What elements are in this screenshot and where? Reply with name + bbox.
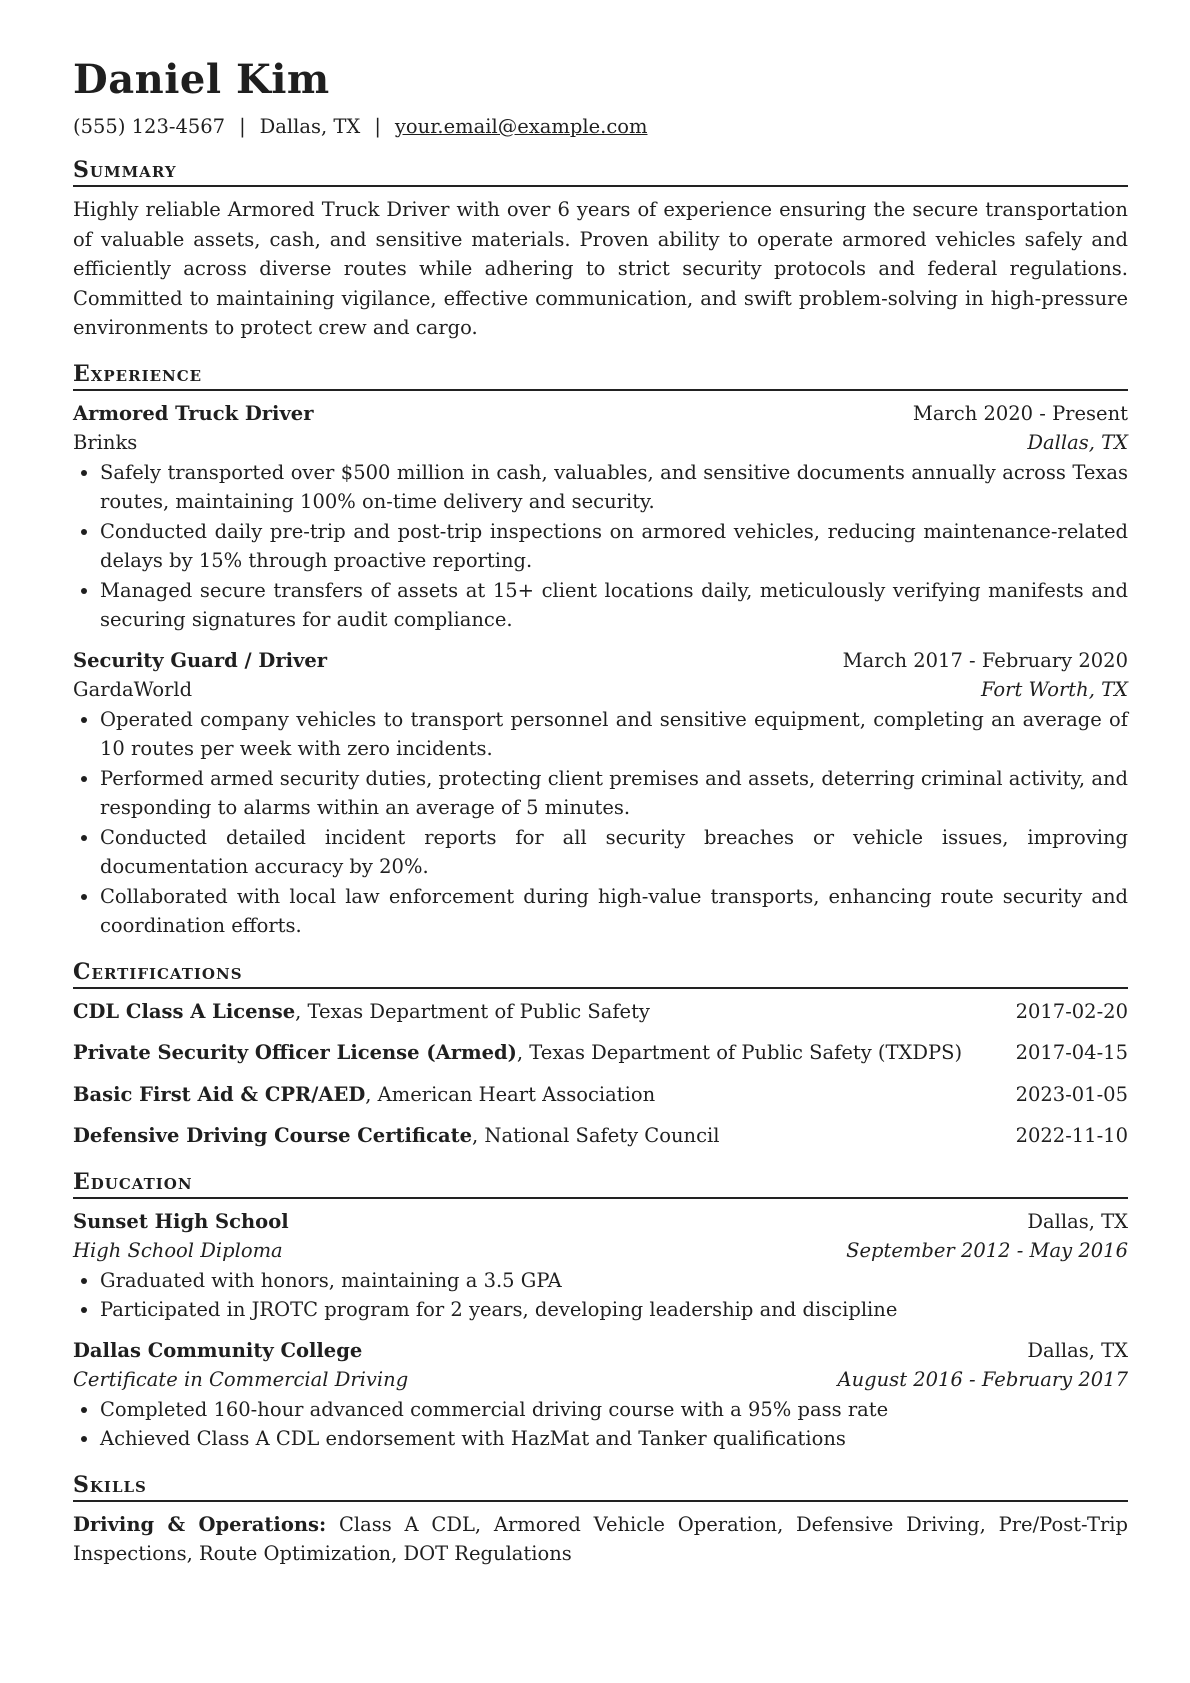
- separator: |: [239, 115, 246, 138]
- skills-text: Class A CDL, Armored Vehicle Operation, Defensive Driving, Pre/Post-Trip Inspections, Route Optimization, DOT Regulations: [73, 1512, 1128, 1566]
- job-company: Brinks: [73, 431, 138, 455]
- bullet-item: • Managed secure transfers of assets at 15+ client locations daily, meticulously verifying manifests and securing signatures for audit compliance.: [100, 576, 1128, 635]
- job-location: Fort Worth, TX: [980, 678, 1128, 702]
- skills-label: Driving & Operations:: [73, 1512, 327, 1536]
- bullet-item: • Operated company vehicles to transport personnel and sensitive equipment, completing an average of 10 routes per week with zero incidents.: [100, 705, 1128, 764]
- candidate-name: Daniel Kim: [73, 56, 330, 103]
- job-company: GardaWorld: [73, 678, 193, 702]
- job-entry: [73, 646, 1128, 941]
- education-bullets: [73, 1266, 1128, 1325]
- email-link[interactable]: your.email@example.com: [394, 115, 648, 138]
- phone: (555) 123-4567: [73, 115, 226, 138]
- bullet-item: • Graduated with honors, maintaining a 3.5 GPA: [100, 1266, 1128, 1296]
- job-entry: [73, 399, 1128, 635]
- section-title-experience: Experience: [73, 361, 1128, 391]
- job-bullets: [73, 705, 1128, 941]
- job-location: Dallas, TX: [1027, 431, 1128, 455]
- school-name: Sunset High School: [73, 1209, 289, 1233]
- section-title-skills: Skills: [73, 1472, 1128, 1502]
- cert-date: 2017-04-15: [1015, 1041, 1128, 1065]
- skills-line: [73, 1510, 1128, 1569]
- cert-name: Defensive Driving Course Certificate: [73, 1124, 472, 1148]
- education-entry: [73, 1207, 1128, 1325]
- school-location: Dallas, TX: [1027, 1338, 1128, 1362]
- education-dates: September 2012 - May 2016: [846, 1239, 1128, 1263]
- cert-date: 2022-11-10: [1015, 1124, 1128, 1148]
- bullet-item: • Collaborated with local law enforcement during high-value transports, enhancing route security and coordination efforts.: [100, 882, 1128, 941]
- section-title-certifications: Certifications: [73, 959, 1128, 989]
- cert-issuer: , National Safety Council: [472, 1124, 720, 1148]
- summary-text: Highly reliable Armored Truck Driver with over 6 years of experience ensuring the secure transportation of valuable assets, cash, and sensitive materials. Proven ability to operate armored vehicles safely and efficiently across diverse routes while adhering to strict security protocols and federal regulations. Committed to maintaining vigilance, effective communication, and swift problem-solving in high-pressure environments to protect crew and cargo.: [73, 198, 1128, 340]
- bullet-item: • Safely transported over $500 million in cash, valuables, and sensitive documents annually across Texas routes, maintaining 100% on-time delivery and security.: [100, 458, 1128, 517]
- cert-row: [73, 1121, 1128, 1151]
- bullet-item: • Performed armed security duties, protecting client premises and assets, deterring criminal activity, and responding to alarms within an average of 5 minutes.: [100, 764, 1128, 823]
- cert-row: [73, 1038, 1128, 1068]
- cert-issuer: , Texas Department of Public Safety: [295, 999, 650, 1023]
- education-entry: [73, 1336, 1128, 1454]
- cert-name: Private Security Officer License (Armed): [73, 1041, 517, 1065]
- bullet-item: • Participated in JROTC program for 2 years, developing leadership and discipline: [100, 1295, 1128, 1325]
- cert-name: CDL Class A License: [73, 999, 296, 1023]
- bullet-item: • Completed 160-hour advanced commercial driving course with a 95% pass rate: [100, 1395, 1128, 1425]
- school-name: Dallas Community College: [73, 1338, 363, 1362]
- cert-date: 2023-01-05: [1015, 1082, 1128, 1106]
- bullet-item: • Achieved Class A CDL endorsement with HazMat and Tanker qualifications: [100, 1424, 1128, 1454]
- job-dates: March 2017 - February 2020: [842, 648, 1128, 672]
- location: Dallas, TX: [259, 115, 361, 138]
- job-dates: March 2020 - Present: [912, 401, 1128, 425]
- cert-issuer: , Texas Department of Public Safety (TXDPS): [516, 1041, 963, 1065]
- separator: |: [374, 115, 381, 138]
- resume-page: [73, 58, 1128, 1569]
- cert-row: [73, 997, 1128, 1027]
- job-role: Armored Truck Driver: [73, 401, 314, 425]
- section-title-summary: Summary: [73, 157, 1128, 187]
- job-bullets: [73, 458, 1128, 635]
- degree: High School Diploma: [73, 1239, 283, 1263]
- education-bullets: [73, 1395, 1128, 1454]
- cert-issuer: , American Heart Association: [365, 1082, 656, 1106]
- bullet-item: • Conducted detailed incident reports for all security breaches or vehicle issues, improving documentation accuracy by 20%.: [100, 823, 1128, 882]
- degree: Certificate in Commercial Driving: [73, 1368, 409, 1392]
- job-role: Security Guard / Driver: [73, 648, 328, 672]
- education-dates: August 2016 - February 2017: [837, 1368, 1128, 1392]
- school-location: Dallas, TX: [1027, 1209, 1128, 1233]
- section-title-education: Education: [73, 1169, 1128, 1199]
- cert-date: 2017-02-20: [1015, 999, 1128, 1023]
- cert-row: [73, 1080, 1128, 1110]
- cert-name: Basic First Aid & CPR/AED: [73, 1082, 366, 1106]
- contact-line: [73, 114, 1128, 139]
- bullet-item: • Conducted daily pre-trip and post-trip inspections on armored vehicles, reducing maintenance-related delays by 15% through proactive reporting.: [100, 517, 1128, 576]
